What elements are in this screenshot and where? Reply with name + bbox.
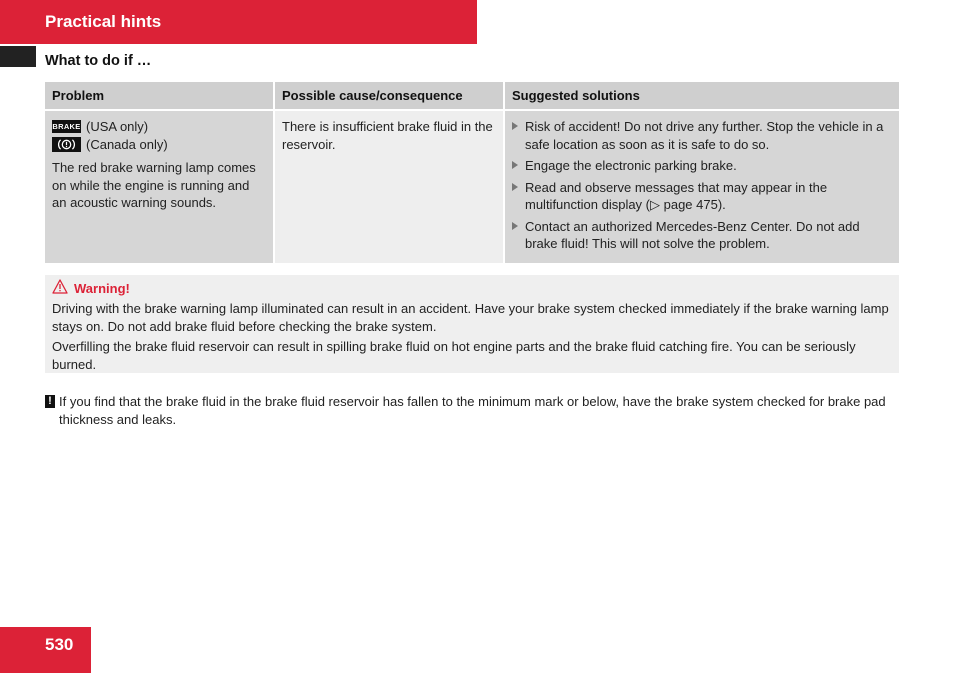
bullet-triangle-icon (512, 122, 518, 130)
lamp-label-canada: (Canada only) (86, 136, 168, 152)
exclamation-note-icon: ! (45, 395, 55, 408)
note-paragraph (45, 393, 899, 429)
solution-text: Risk of accident! Do not drive any further. Stop the vehicle in a safe location as soon as it is safe to do so. (525, 119, 884, 152)
solution-text: Contact an authorized Mercedes-Benz Center. Do not add brake fluid! This will not solve the problem. (525, 218, 860, 251)
bullet-triangle-icon (512, 161, 518, 169)
brake-circle-warning-lamp-icon (52, 137, 81, 152)
page-number: 530 (45, 635, 74, 654)
warning-box (45, 275, 899, 373)
warning-header (52, 278, 893, 300)
warning-triangle-icon (52, 279, 68, 299)
cause-cell: There is insufficient brake fluid in the reservoir. (274, 110, 504, 263)
list-item (512, 118, 892, 153)
list-item (512, 179, 892, 214)
solution-text: Read and observe messages that may appear in the multifunction display (▷ page 475). (525, 179, 828, 212)
solutions-list (512, 118, 892, 253)
solutions-cell (504, 110, 899, 263)
problem-table (45, 82, 899, 263)
warning-paragraph: Driving with the brake warning lamp illuminated can result in an accident. Have your brake system checked immediately if the brake warning lamp stays on. Do not add brake fluid before checking the brake system. (52, 301, 889, 334)
list-item (512, 157, 892, 175)
column-header-solutions: Suggested solutions (504, 82, 899, 110)
solution-text: Engage the electronic parking brake. (525, 158, 737, 173)
note-text: If you find that the brake fluid in the brake fluid reservoir has fallen to the minimum mark or below, have the brake system checked for brake pad thickness and leaks. (59, 394, 886, 427)
problem-description: The red brake warning lamp comes on while the engine is running and an acoustic warning sounds. (52, 160, 256, 210)
brake-warning-lamp-icon: BRAKE (52, 122, 81, 132)
table-row (45, 110, 899, 263)
chapter-title: Practical hints (45, 12, 162, 31)
lamp-line-usa (52, 118, 266, 136)
problem-cell (45, 110, 274, 263)
bullet-triangle-icon (512, 222, 518, 230)
section-title: What to do if … (45, 53, 152, 69)
list-item (512, 218, 892, 253)
column-header-cause: Possible cause/consequence (274, 82, 504, 110)
lamp-line-canada (52, 136, 266, 154)
section-marker-tab (0, 46, 36, 67)
warning-title: Warning! (74, 281, 130, 297)
bullet-triangle-icon (512, 183, 518, 191)
warning-paragraph: Overfilling the brake fluid reservoir can result in spilling brake fluid on hot engine parts and the brake fluid catching fire. You can be seriously burned. (52, 339, 856, 372)
table-header-row (45, 82, 899, 110)
column-header-problem: Problem (45, 82, 274, 110)
lamp-label-usa: (USA only) (86, 119, 149, 134)
